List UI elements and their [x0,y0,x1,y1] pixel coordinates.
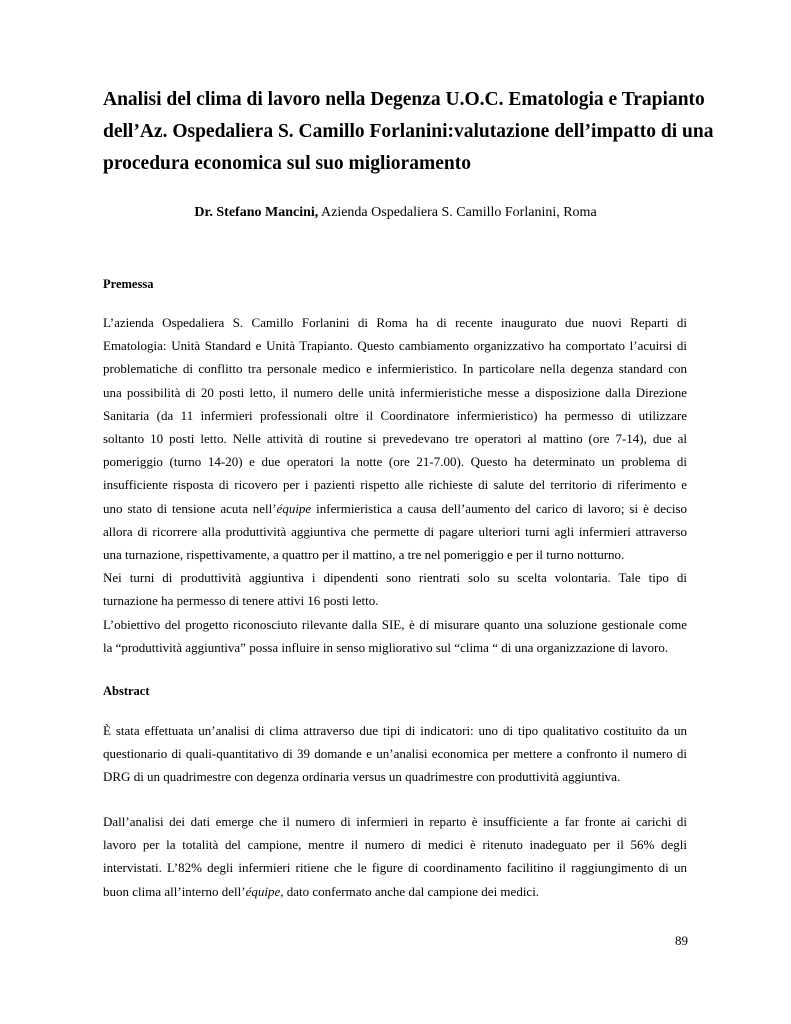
section-heading-premessa: Premessa [103,277,154,291]
text-line: problematiche di conflitto tra personale medico e infermieristico. In particolare nella degenza standard con [103,361,687,377]
text-fragment: uno stato di tensione acuta nell’ [103,500,277,516]
text-line: una turnazione, rispettivamente, a quattro per il mattino, a tre nel pomeriggio e per il turno notturno. [103,547,625,563]
text-line: insufficiente risposta di ricovero per i pazienti rispetto alle richieste di salute del territorio di riferimento e [103,477,687,493]
text-line: Ematologia: Unità Standard e Unità Trapianto. Questo cambiamento organizzativo ha comportato l’acuirsi di [103,338,687,354]
text-line: la “produttività aggiuntiva” possa influire in senso migliorativo sul “clima “ di una organizzazione di lavoro. [103,639,669,655]
text-line [103,497,687,520]
premessa-paragraph-1 [103,311,687,659]
page-number: 89 [675,933,688,948]
text-line: DRG di un quadrimestre con degenza ordinaria versus un quadrimestre con produttività aggiuntiva. [103,769,621,785]
text-line: turnazione ha permesso di tenere attivi 16 posti letto. [103,593,379,609]
text-line: allora di ricorrere alla produttività aggiuntiva che permette di pagare ulteriori turni agli infermieri attraverso [103,523,687,539]
text-line: pomeriggio (turno 14-20) e due operatori la notte (ore 21-7.00). Questo ha determinato un problema di [103,454,687,470]
italic-term: équipe [245,883,281,899]
text-line: una possibilità di 20 posti letto, il numero delle unità infermieristiche messe a disposizione dalla Direzione [103,384,687,400]
title-line: dell’Az. Ospedaliera S. Camillo Forlanini:valutazione dell’impatto di una [103,121,714,142]
text-line: intervistati. L’82% degli infermieri ritiene che le figure di coordinamento facilitino il raggiungimento di un [103,860,687,876]
title-line: Analisi del clima di lavoro nella Degenza U.O.C. Ematologia e Trapianto [103,89,705,110]
text-line: L’obiettivo del progetto riconosciuto rilevante dalla SIE, è di misurare quanto una soluzione gestionale come [103,616,687,632]
text-fragment: , dato confermato anche dal campione dei medici. [280,883,540,899]
text-line: Nei turni di produttività aggiuntiva i dipendenti sono rientrati solo su scelta volontaria. Tale tipo di [103,570,687,586]
text-line: soltanto 10 posti letto. Nelle attività di routine si prevedevano tre operatori al mattino (ore 7-14), due al [103,431,687,447]
italic-term: équipe [276,500,312,516]
abstract-paragraph-1 [103,719,687,789]
text-line: Dall’analisi dei dati emerge che il numero di infermieri in reparto è insufficiente a far fronte ai carichi di [103,814,687,829]
text-line [103,880,687,903]
document-title [103,84,714,180]
text-line: Sanitaria (da 11 infermieri professionali oltre il Coordinatore infermieristico) ha permesso di utilizzare [103,407,687,423]
text-line: lavoro per la totalità del campione, mentre il numero di medici è ritenuto inadeguato per il 56% degli [103,837,687,853]
author-affiliation: Azienda Ospedaliera S. Camillo Forlanini, Roma [318,205,597,220]
text-line: questionario di quali-quantitativo di 39 domande e un’analisi economica per mettere a confronto il numero di [103,746,687,762]
text-fragment: infermieristica a causa dell’aumento del carico di lavoro; si è deciso [311,500,688,516]
author-name: Dr. Stefano Mancini, [194,205,319,220]
text-line: L’azienda Ospedaliera S. Camillo Forlanini di Roma ha di recente inaugurato due nuovi Reparti di [103,315,687,330]
text-line: È stata effettuata un’analisi di clima attraverso due tipi di indicatori: uno di tipo qualitativo costituito da un [103,723,687,738]
text-fragment: buon clima all’interno dell’ [103,883,246,899]
author-line [0,203,791,223]
abstract-paragraph-2 [103,810,687,903]
title-line: procedura economica sul suo miglioramento [103,153,471,174]
section-heading-abstract: Abstract [103,684,150,698]
